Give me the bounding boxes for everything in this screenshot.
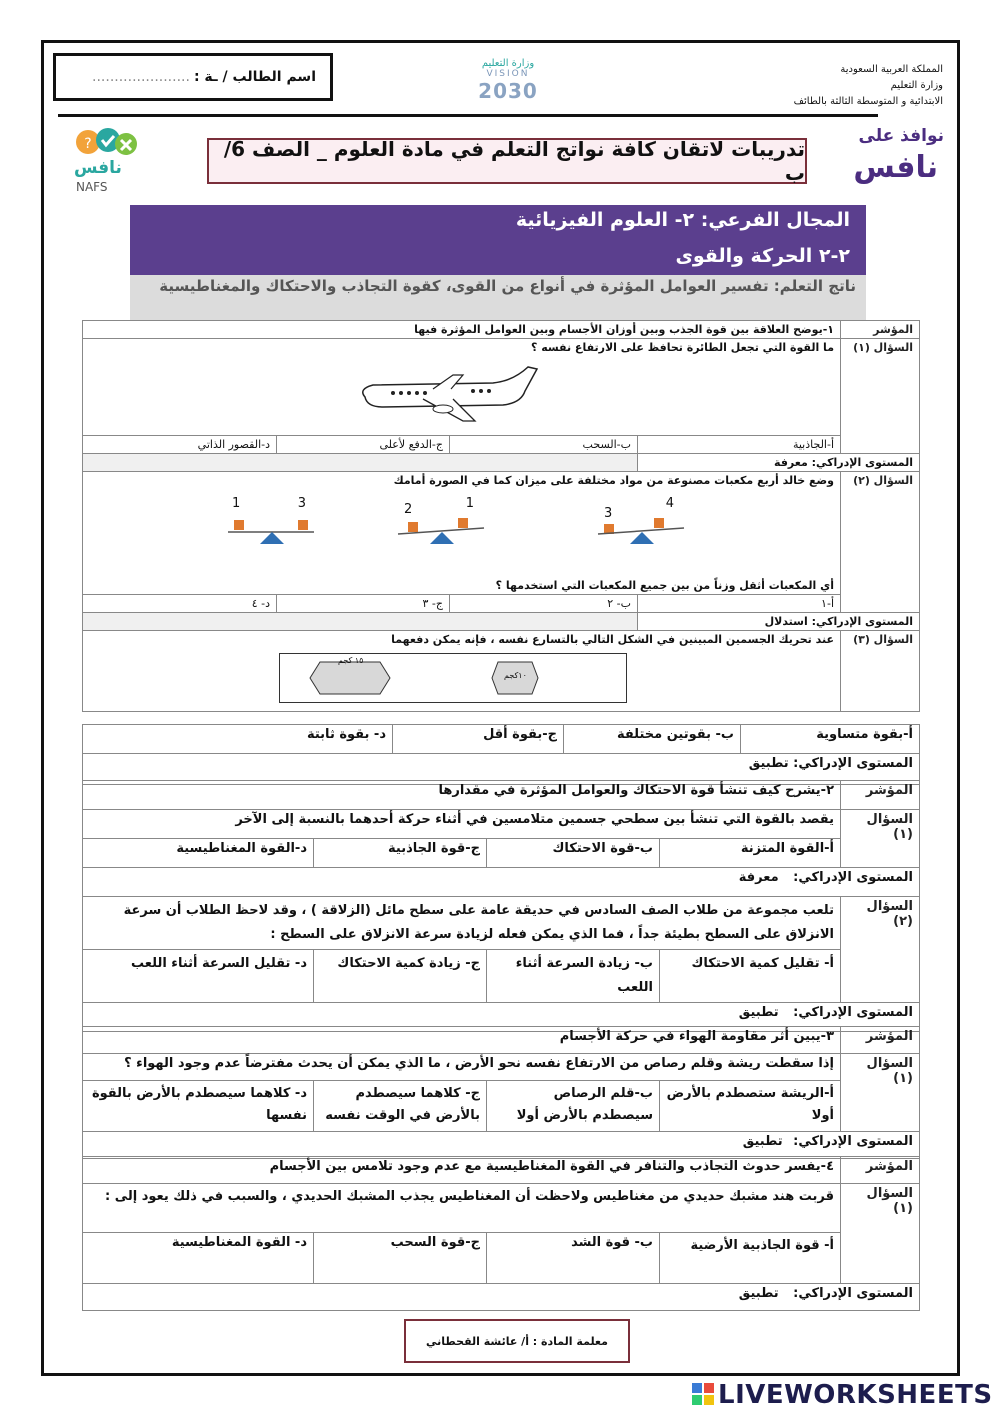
scale-label: 1	[465, 496, 474, 511]
question-text: ما القوة التي تجعل الطائرة تحافظ على الارتفاع نفسه ؟	[530, 341, 834, 354]
table-row	[83, 725, 920, 754]
option-d[interactable]: د- تقليل السرعة أثناء اللعب	[83, 950, 314, 1003]
option-c[interactable]: ج-قوة السحب	[314, 1233, 487, 1284]
level-value: تطبيق	[738, 1286, 779, 1301]
question-text: إذا سقطت ريشة وقلم رصاص من الارتفاع نفسه نحو الأرض ، ما الذي يمكن أن يحدث مفترضاً عدم وجود الهواء ؟	[83, 1054, 841, 1081]
airplane-illustration	[353, 359, 543, 429]
vision-brand: وزارة التعليم	[481, 58, 535, 69]
question-text: عند تحريك الجسمين المبينين في الشكل التالي بالتسارع نفسه ، فإنه يمكن دفعهما	[391, 633, 834, 646]
student-name-dots: ......................	[92, 69, 190, 85]
table-row	[83, 436, 920, 454]
table-row	[83, 339, 920, 436]
option-c[interactable]: ج-قوة الجاذبية	[314, 839, 487, 868]
question-cell	[83, 339, 841, 436]
nawafith-sub: نافس	[853, 150, 938, 185]
level-label: المستوى الإدراكي:	[793, 1134, 913, 1149]
option-c[interactable]: ج-بقوة أقل	[393, 725, 564, 754]
indicator-label: المؤشر	[841, 1157, 920, 1184]
question-text: قربت هند مشبك حديدي من مغناطيس ولاحظت أن المغناطيس يجذب المشبك الحديدي ، والسبب في ذلك يعود إلى :	[83, 1184, 841, 1233]
option-a[interactable]: أ-بقوة متساوية	[741, 725, 920, 754]
level-label: المستوى الإدراكي:	[793, 1005, 913, 1020]
question-cell	[83, 631, 841, 712]
table-row	[83, 950, 920, 1003]
table-row	[83, 454, 920, 472]
ministry-line: وزارة التعليم	[890, 80, 943, 91]
option-b[interactable]: ب- بقوتين مختلفة	[564, 725, 741, 754]
option-d[interactable]: د-القوة المغناطيسية	[83, 839, 314, 868]
svg-text:?: ?	[84, 136, 92, 152]
option-d[interactable]: د- القوة المغناطيسية	[83, 1233, 314, 1284]
section-3-table	[82, 1026, 920, 1159]
student-name-field[interactable]	[53, 53, 333, 101]
table-row	[83, 781, 920, 810]
option-c[interactable]: ج- زيادة كمية الاحتكاك	[314, 950, 487, 1003]
question-label: السؤال (٢)	[841, 472, 920, 613]
level-value: معرفة	[738, 870, 779, 885]
question-text: وضع خالد أربع مكعبات مصنوعة من مواد مختلفة على ميزان كما في الصورة أمامك	[393, 474, 834, 487]
page-title: تدريبات لاتقان كافة نواتج التعلم في مادة العلوم _ الصف 6/ب	[207, 138, 807, 184]
question-text: تلعب مجموعة من طلاب الصف السادس في حديقة عامة على سطح مائل (الزلاقة ) ، وقد لاحظ الطلاب أن سرعة الانزلاق على السطح بطيئة جداً ، فما الذي يمكن فعله لزيادة سرعة الانزلاق على السطح :	[83, 897, 841, 950]
option-b[interactable]: ب-السحب	[450, 436, 638, 454]
table-row	[83, 1284, 920, 1311]
level-value: تطبيق	[738, 1005, 779, 1020]
section-2-table	[82, 780, 920, 1032]
option-d[interactable]: د- ٤	[83, 595, 277, 613]
cognitive-level	[83, 1284, 920, 1311]
scale-label: 3	[604, 506, 613, 521]
cognitive-level	[83, 1132, 920, 1159]
domain-title: المجال الفرعي: ٢- العلوم الفيزيائية	[515, 209, 850, 231]
option-b[interactable]: ب- ٢	[450, 595, 638, 613]
option-a[interactable]: أ-الريشة ستصطدم بالأرض أولا	[660, 1081, 841, 1132]
table-row	[83, 1157, 920, 1184]
domain-banner	[130, 205, 866, 275]
table-row	[83, 839, 920, 868]
ministry-line: المملكة العربية السعودية	[840, 64, 943, 75]
table-row	[83, 868, 920, 897]
small-box-label: ١٠كجم	[504, 671, 527, 680]
indicator-text: ٤-يفسر حدوث التجاذب والتنافر في القوة المغناطيسية مع عدم وجود تلامس بين الأجسام	[83, 1157, 841, 1184]
cognitive-level: المستوى الإدراكي: تطبيق	[83, 754, 920, 785]
table-row	[83, 613, 920, 631]
option-b[interactable]: ب-قوة الاحتكاك	[487, 839, 660, 868]
option-a[interactable]: أ- تقليل كمية الاحتكاك	[660, 950, 841, 1003]
table-row	[83, 1132, 920, 1159]
vision-label: VISION	[486, 69, 530, 79]
option-a[interactable]: أ-١	[638, 595, 841, 613]
option-b[interactable]: ب-قلم الرصاص سيصطدم بالأرض أولا	[487, 1081, 660, 1132]
option-c[interactable]: ج- ٣	[277, 595, 450, 613]
indicator-label: المؤشر	[841, 781, 920, 810]
nafs-logo	[60, 124, 152, 204]
scale-label: 1	[232, 496, 241, 511]
question-label: السؤال (٣)	[841, 631, 920, 712]
indicator-text: ٢-يشرح كيف تنشأ قوة الاحتكاك والعوامل المؤثرة في مقدارها	[83, 781, 841, 810]
option-b[interactable]: ب- زيادة السرعة أثناء اللعب	[487, 950, 660, 1003]
option-d[interactable]: د- كلاهما سيصطدم بالأرض بالقوة نفسها	[83, 1081, 314, 1132]
table-row	[83, 1027, 920, 1054]
unit-title: ٢-٢ الحركة والقوى	[675, 245, 850, 267]
option-d[interactable]: د-القصور الذاتي	[83, 436, 277, 454]
level-value: تطبيق	[742, 1134, 783, 1149]
question-label: السؤال (١)	[841, 1054, 920, 1132]
scale-label: 2	[404, 502, 413, 517]
header-divider	[58, 114, 878, 117]
table-row	[83, 810, 920, 839]
question-label: السؤال (١)	[841, 1184, 920, 1284]
answer-area[interactable]	[83, 613, 638, 631]
question-prompt: أي المكعبات أثقل وزناً من بين جميع المكعبات التي استخدمها ؟	[495, 579, 834, 592]
section-1-table	[82, 320, 920, 712]
cognitive-level	[83, 868, 920, 897]
question-label: السؤال (١)	[841, 810, 920, 868]
option-c[interactable]: ج- كلاهما سيصطدم بالأرض في الوقت نفسه	[314, 1081, 487, 1132]
option-a[interactable]: أ- قوة الجاذبية الأرضية	[660, 1233, 841, 1284]
vision-2030-logo	[462, 58, 554, 104]
table-row	[83, 1054, 920, 1081]
boxes-figure	[279, 653, 627, 703]
option-b[interactable]: ب- قوة الشد	[487, 1233, 660, 1284]
ministry-header	[794, 62, 943, 110]
table-row	[83, 1233, 920, 1284]
cognitive-level: المستوى الإدراكي: استدلال	[638, 613, 920, 631]
scale-label: 3	[297, 496, 306, 511]
question-cell	[83, 472, 841, 595]
option-a[interactable]: أ-القوة المتزنة	[660, 839, 841, 868]
nawafith-logo	[840, 124, 944, 194]
nawafith-text: نوافذ على	[858, 126, 944, 146]
scale-figure	[394, 496, 490, 546]
question-label: السؤال (١)	[841, 339, 920, 454]
option-c[interactable]: ج-الدفع لأعلى	[277, 436, 450, 454]
level-label: المستوى الإدراكي:	[793, 870, 913, 885]
table-row	[83, 595, 920, 613]
table-row	[83, 1081, 920, 1132]
indicator-label: المؤشر	[841, 321, 920, 339]
scale-figure	[594, 496, 690, 546]
table-row	[83, 897, 920, 950]
scale-label: 4	[665, 496, 674, 511]
indicator-label: المؤشر	[841, 1027, 920, 1054]
learning-outcome: ناتج التعلم: تفسير العوامل المؤثرة في أنواع من القوى، كقوة التجاذب والاحتكاك والمغناطيسية	[130, 275, 866, 321]
student-name-label: اسم الطالب / ـة :	[193, 69, 316, 85]
answer-area[interactable]	[83, 454, 638, 472]
ministry-line: الابتدائية و المتوسطة الثالثة بالطائف	[793, 96, 943, 107]
scale-figure	[224, 496, 320, 546]
nafs-logo-latin: NAFS	[76, 180, 108, 194]
cognitive-level: المستوى الإدراكي: معرفة	[638, 454, 920, 472]
vision-number: 2030	[478, 79, 538, 103]
nafs-logo-text: نافس	[74, 158, 122, 178]
liveworksheets-icon	[692, 1383, 714, 1405]
level-label: المستوى الإدراكي:	[793, 1286, 913, 1301]
option-a[interactable]: أ-الجاذبية	[638, 436, 841, 454]
option-d[interactable]: د- بقوة ثابتة	[83, 725, 393, 754]
table-row	[83, 631, 920, 712]
large-box-label: ١٥ كجم	[338, 656, 364, 665]
teacher-signature: معلمة المادة : أ/ عائشة القحطاني	[404, 1319, 630, 1363]
table-row	[83, 321, 920, 339]
question-text: يقصد بالقوة التي تنشأ بين سطحي جسمين متلامسين في أثناء حركة أحدهما بالنسبة إلى الآخر	[83, 810, 841, 839]
section-4-table	[82, 1156, 920, 1311]
indicator-text: ٣-يبين أثر مقاومة الهواء في حركة الأجسام	[83, 1027, 841, 1054]
liveworksheets-brand[interactable]: LIVEWORKSHEETS	[718, 1380, 993, 1410]
table-row	[83, 472, 920, 595]
indicator-text: ١-يوضح العلاقة بين قوة الجذب وبين أوزان الأجسام وبين العوامل المؤثرة فيها	[83, 321, 841, 339]
table-row	[83, 1184, 920, 1233]
question-label: السؤال (٢)	[841, 897, 920, 1003]
section-1-q3-options	[82, 724, 920, 785]
